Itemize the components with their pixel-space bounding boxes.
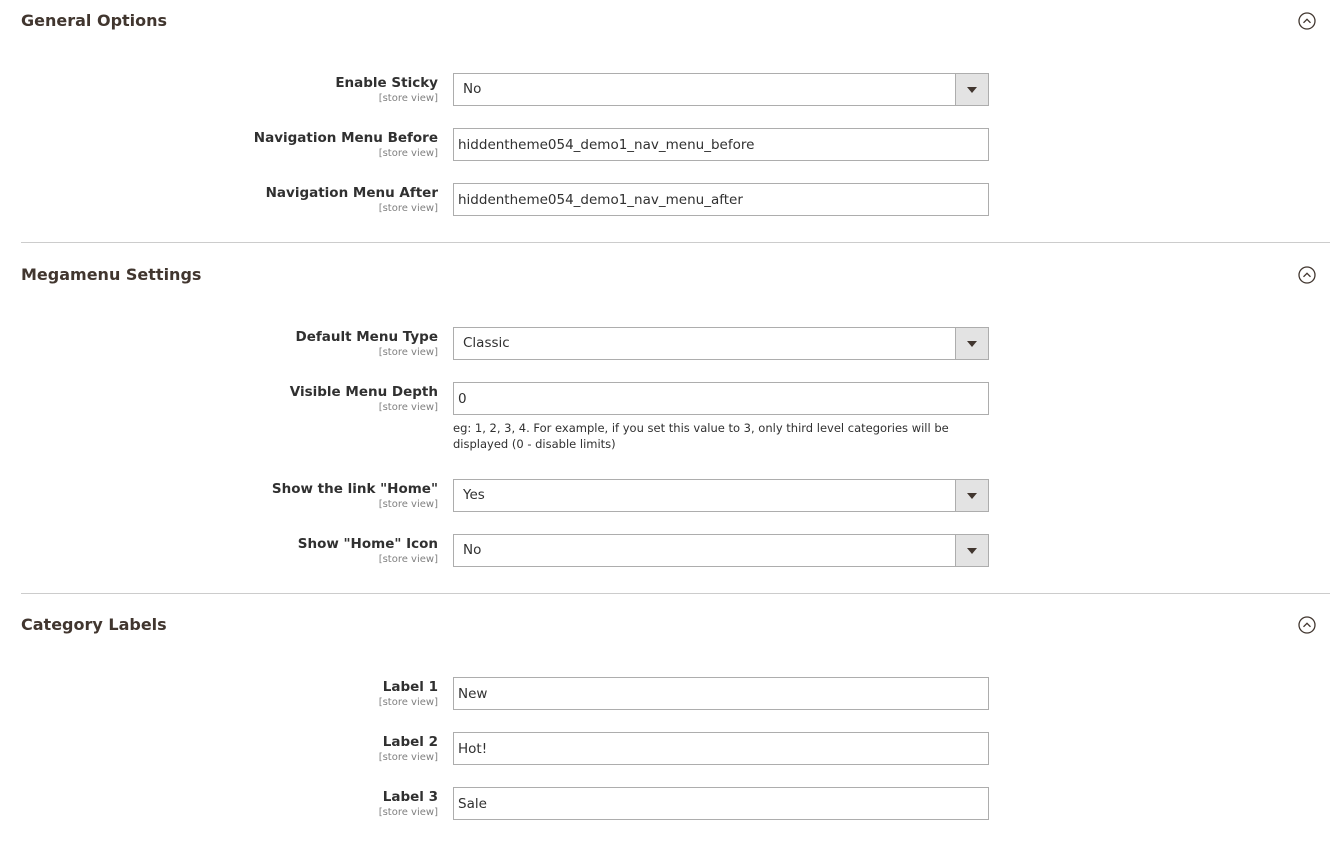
enable-sticky-value: No: [463, 81, 482, 97]
select-dropdown-button[interactable]: [955, 480, 988, 511]
show-home-icon-label: Show "Home" Icon: [297, 536, 438, 552]
enable-sticky-label: Enable Sticky: [335, 75, 438, 91]
chevron-up-circle-icon[interactable]: [1298, 12, 1316, 30]
scope-label: [store view]: [378, 347, 438, 358]
scope-label: [store view]: [378, 752, 438, 763]
caret-down-icon: [967, 341, 977, 347]
nav-menu-before-input[interactable]: [454, 129, 988, 160]
label-1-field-wrap: [453, 677, 989, 710]
nav-menu-after-input[interactable]: [454, 184, 988, 215]
nav-menu-before-field-wrap: [453, 128, 989, 161]
label-2-label: Label 2: [382, 734, 438, 750]
section-divider: [21, 242, 1330, 243]
caret-down-icon: [967, 548, 977, 554]
scope-label: [store view]: [378, 807, 438, 818]
default-menu-type-label: Default Menu Type: [295, 329, 438, 345]
scope-label: [store view]: [378, 499, 438, 510]
show-home-link-select[interactable]: [453, 479, 989, 512]
scope-label: [store view]: [378, 93, 438, 104]
caret-down-icon: [967, 87, 977, 93]
scope-label: [store view]: [378, 554, 438, 565]
chevron-up-circle-icon[interactable]: [1298, 616, 1316, 634]
scope-label: [store view]: [378, 402, 438, 413]
label-2-input[interactable]: [454, 733, 988, 764]
row-enable-sticky: [0, 73, 1340, 106]
label-1-input[interactable]: [454, 678, 988, 709]
label-1-label: Label 1: [382, 679, 438, 695]
scope-label: [store view]: [378, 697, 438, 708]
visible-menu-depth-note: eg: 1, 2, 3, 4. For example, if you set this value to 3, only third level categories will be displayed (0 - disable limits): [453, 421, 949, 451]
label-2-field-wrap: [453, 732, 989, 765]
default-menu-type-select[interactable]: [453, 327, 989, 360]
section-title-megamenu-settings[interactable]: Megamenu Settings: [21, 265, 202, 284]
visible-menu-depth-input[interactable]: [454, 383, 988, 414]
scope-label: [store view]: [378, 148, 438, 159]
chevron-up-circle-icon[interactable]: [1298, 266, 1316, 284]
row-nav-menu-before: [0, 128, 1340, 161]
select-dropdown-button[interactable]: [955, 535, 988, 566]
show-home-link-value: Yes: [463, 487, 485, 503]
show-home-icon-select[interactable]: [453, 534, 989, 567]
section-divider: [21, 593, 1330, 594]
show-home-icon-value: No: [463, 542, 482, 558]
nav-menu-after-label: Navigation Menu After: [265, 185, 438, 201]
row-show-home-link: [0, 479, 1340, 512]
show-home-link-label: Show the link "Home": [271, 481, 438, 497]
row-label-2: [0, 732, 1340, 765]
enable-sticky-select[interactable]: [453, 73, 989, 106]
visible-menu-depth-field-wrap: [453, 382, 989, 415]
nav-menu-after-field-wrap: [453, 183, 989, 216]
default-menu-type-value: Classic: [463, 335, 510, 351]
select-dropdown-button[interactable]: [955, 328, 988, 359]
row-visible-menu-depth: [0, 382, 1340, 415]
row-nav-menu-after: [0, 183, 1340, 216]
row-show-home-icon: [0, 534, 1340, 567]
label-3-input[interactable]: [454, 788, 988, 819]
row-label-3: [0, 787, 1340, 820]
visible-menu-depth-label: Visible Menu Depth: [289, 384, 438, 400]
nav-menu-before-label: Navigation Menu Before: [253, 130, 438, 146]
section-title-category-labels[interactable]: Category Labels: [21, 615, 167, 634]
caret-down-icon: [967, 493, 977, 499]
label-3-field-wrap: [453, 787, 989, 820]
scope-label: [store view]: [378, 203, 438, 214]
section-title-general-options[interactable]: General Options: [21, 11, 168, 30]
row-default-menu-type: [0, 327, 1340, 360]
label-3-label: Label 3: [382, 789, 438, 805]
row-label-1: [0, 677, 1340, 710]
select-dropdown-button[interactable]: [955, 74, 988, 105]
